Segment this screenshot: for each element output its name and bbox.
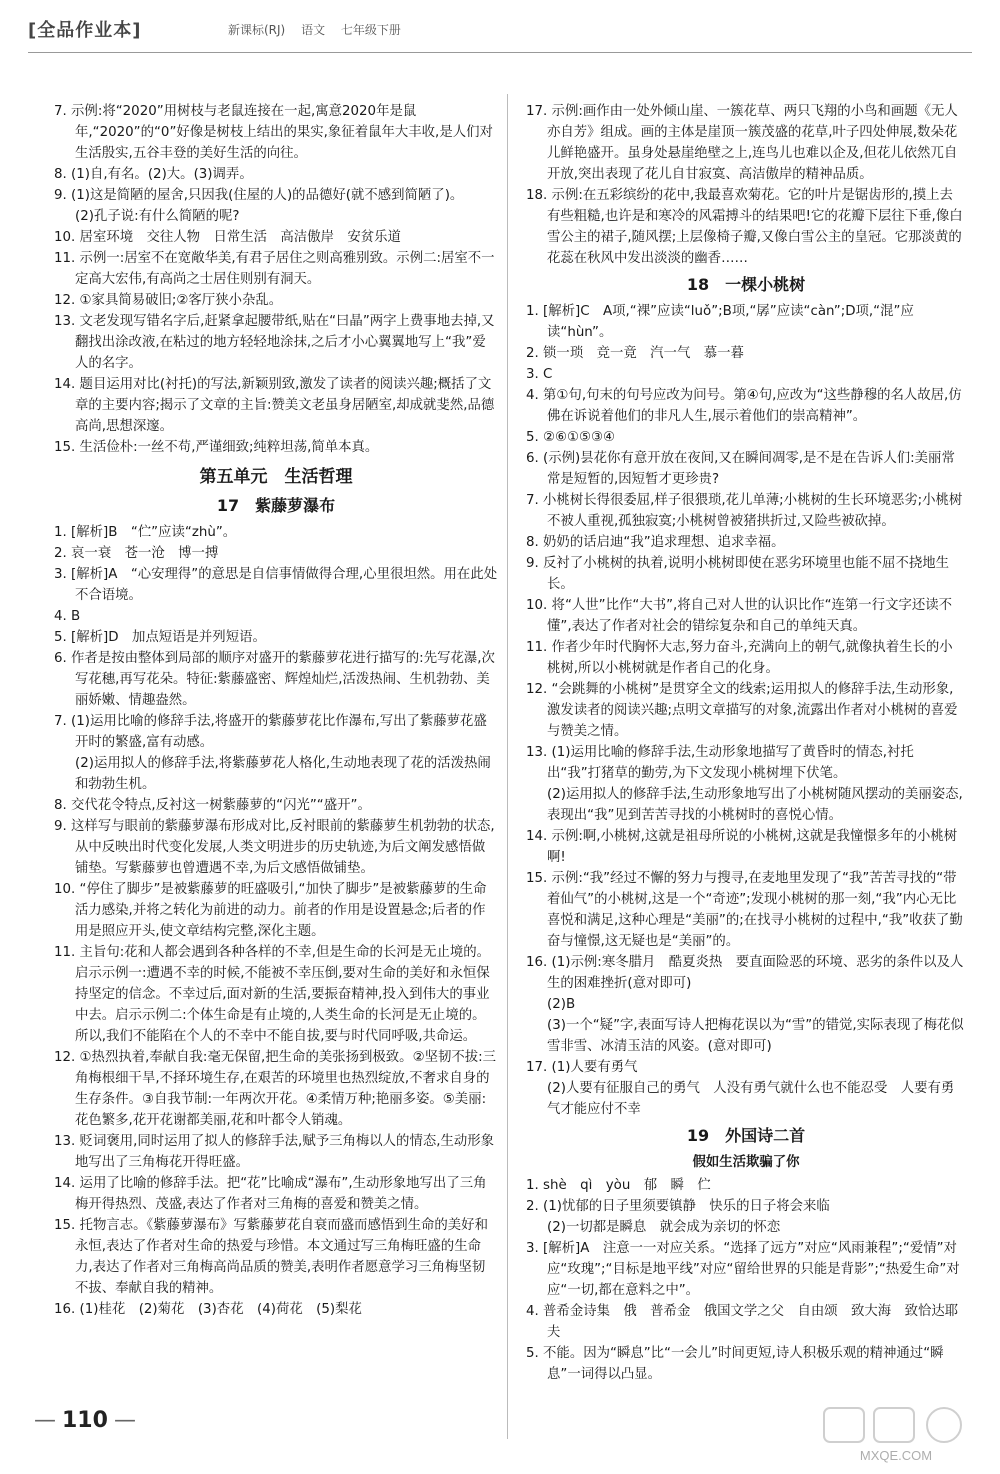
answer-item: 8. (1)自,有名。(2)大。(3)调弄。 [54, 167, 253, 182]
answer-item: 8. 奶奶的话启迪“我”追求理想、追求幸福。 [526, 535, 785, 550]
answer-item: 4. 第①句,句末的句号应改为问号。第④句,应改为“这些静穆的名人故居,仿佛在诉说着他们的非凡人生,展示着他们的崇高精神”。 [526, 388, 962, 424]
answer-item: 7. (1)运用比喻的修辞手法,将盛开的紫藤萝花比作瀑布,写出了紫藤萝花盛开时的繁盛,富有动感。 [54, 714, 487, 750]
answer-item: 2. 哀一衰 苍一沧 博一搏 [54, 546, 219, 561]
lesson-title: 18 一棵小桃树 [686, 275, 806, 294]
answer-item: 5. ②⑥①⑤③④ [526, 430, 616, 445]
answer-item: 6. 作者是按由整体到局部的顺序对盛开的紫藤萝花进行描写的:先写花瀑,次写花穗,再写花朵。特征:紫藤盛密、辉煌灿烂,活泼热闹、生机勃勃、美丽娇嫩、情趣盎然。 [54, 651, 495, 708]
column-divider [507, 94, 508, 1439]
answer-item: 11. 作者少年时代胸怀大志,努力奋斗,充满向上的朝气,就像执着生长的小桃树,所以小桃树就是作者自己的化身。 [526, 640, 953, 676]
answer-item: 13. 文老发现写错名字后,赶紧拿起腰带纸,贴在“曰晶”两字上费事地去掉,又翻找出涂改液,在粘过的地方轻轻地涂抹,之后才小心翼翼地写上“我”爱人的名字。 [54, 314, 495, 371]
answer-item: 1. [解析]B “伫”应读“zhù”。 [54, 525, 237, 540]
answer-item: 9. (1)这是简陋的屋舍,只因我(住屋的人)的品德好(就不感到简陋了)。 [54, 188, 464, 203]
answer-item: 3. [解析]A 注意一一对应关系。“选择了远方”对应“风雨兼程”;“爱情”对应“玫瑰”;“目标是地平线”对应“留给世界的只能是背影”;“热爱生命”对应“一切,都在意料之中”。 [526, 1241, 960, 1298]
answer-item: 9. 反衬了小桃树的执着,说明小桃树即使在恶劣环境里也能不屈不挠地生长。 [526, 556, 950, 592]
header-meta [228, 21, 413, 38]
subject-label: 语文 [301, 23, 326, 37]
answer-item: 15. 托物言志。《紫藤萝瀑布》写紫藤萝花自衰而盛而感悟到生命的美好和永恒,表达了作者对生命的热爱与珍惜。本文通过写三角梅旺盛的生命力,表达了作者对三角梅高尚品质的赞美,表明作者愿意学习三角梅坚韧不拔、奉献自我的精神。 [54, 1218, 488, 1296]
lesson-title: 19 外国诗二首 [686, 1126, 806, 1145]
answer-item: 15. 生活俭朴:一丝不苟,严谨细致;纯粹坦荡,简单本真。 [54, 440, 379, 455]
answer-item: 12. ①热烈执着,奉献自我:毫无保留,把生命的美张扬到极致。②坚韧不拔:三角梅根细干旱,不择环境生存,在艰苦的环境里也热烈绽放,不奢求自身的生存条件。③自我节制:一年两次开花。④柔情万种;艳丽多姿。⑤美丽:花色繁多,花开花谢都美丽,花和叶都令人销魂。 [54, 1050, 497, 1128]
answer-item: 13. (1)运用比喻的修辞手法,生动形象地描写了黄昏时的情态,衬托出“我”打猪草的勤劳,为下文发现小桃树埋下伏笔。 [526, 745, 914, 781]
page-number: 110 [62, 1408, 108, 1433]
answer-item: 10. 将“人世”比作“大书”,将自己对人世的认识比作“连第一行文字还读不懂”,表达了作者对社会的错综复杂和自己的单纯天真。 [526, 598, 953, 634]
answer-subitem: (2)B [547, 997, 576, 1012]
answer-item: 6. (示例)昙花你有意开放在夜间,又在瞬间凋零,是不是在告诉人们:美丽常常是短暂的,因短暂才更珍贵? [526, 451, 955, 487]
answer-item: 4. 普希金诗集 俄 普希金 俄国文学之父 自由颂 致大海 致恰达耶夫 [526, 1304, 959, 1340]
answer-subitem: (2)一切都是瞬息 就会成为亲切的怀恋 [547, 1220, 781, 1235]
poem-title: 假如生活欺骗了你 [692, 1155, 800, 1170]
answer-item: 17. (1)人要有勇气 [526, 1060, 638, 1075]
answer-item: 14. 运用了比喻的修辞手法。把“花”比喻成“瀑布”,生动形象地写出了三角梅开得热烈、茂盛,表达了作者对三角梅的喜爱和赞美之情。 [54, 1176, 487, 1212]
answer-item: 13. 贬词褒用,同时运用了拟人的修辞手法,赋予三角梅以人的情态,生动形象地写出了三角梅花开得旺盛。 [54, 1134, 495, 1170]
answer-item: 10. 居室环境 交往人物 日常生活 高洁傲岸 安贫乐道 [54, 230, 401, 245]
answer-item: 3. C [526, 367, 553, 382]
answer-subitem: (2)运用拟人的修辞手法,生动形象地写出了小桃树随风摆动的美丽姿态,表现出“我”见到苦苦寻找的小桃树时的喜悦心情。 [547, 787, 963, 823]
answer-item: 5. [解析]D 加点短语是并列短语。 [54, 630, 266, 645]
edition-label: 新课标(RJ) [228, 23, 286, 37]
answer-item: 16. (1)桂花 (2)菊花 (3)杏花 (4)荷花 (5)梨花 [54, 1302, 362, 1317]
answer-item: 8. 交代花令特点,反衬这一树紫藤萝的“闪光”“盛开”。 [54, 798, 371, 813]
right-column [526, 101, 966, 1385]
answer-item: 5. 不能。因为“瞬息”比“一会儿”时间更短,诗人积极乐观的精神通过“瞬息”一词得以凸显。 [526, 1346, 944, 1382]
brand-label: [全品作业本] [28, 20, 142, 41]
answer-item: 18. 示例:在五彩缤纷的花中,我最喜欢菊花。它的叶片是锯齿形的,摸上去有些粗糙,也许是和寒冷的风霜搏斗的结果吧!它的花瓣下层往下垂,像白雪公主的裙子,随风摆;上层像椅子瓣,又像白雪公主的皇冠。它那淡黄的花蕊在秋风中发出淡淡的幽香…… [526, 188, 963, 266]
answer-item: 14. 示例:啊,小桃树,这就是祖母所说的小桃树,这就是我憧憬多年的小桃树啊! [526, 829, 958, 865]
answer-item: 1. [解析]C A项,“裸”应读“luǒ”;B项,“孱”应读“càn”;D项,“混”应读“hùn”。 [526, 304, 914, 340]
answer-subitem: (3)一个“疑”字,表面写诗人把梅花误以为“雪”的错觉,实际表现了梅花似雪非雪、冰清玉洁的风姿。(意对即可) [547, 1018, 964, 1054]
answer-item: 11. 主旨句:花和人都会遇到各种各样的不幸,但是生命的长河是无止境的。启示示例一:遭遇不幸的时候,不能被不幸压倒,要对生命的美好和永恒保持坚定的信念。不幸过后,面对新的生活,要振奋精神,投入到伟大的事业中去。启示示例二:个体生命是有止境的,人类生命的长河是无止境的。所以,我们不能陷在个人的不幸中不能自拔,要与时代同呼吸,共命运。 [54, 945, 491, 1044]
answer-item: 16. (1)示例:寒冬腊月 酷夏炎热 要直面险恶的环境、恶劣的条件以及人生的困难挫折(意对即可) [526, 955, 964, 991]
answer-item: 10. “停住了脚步”是被紫藤萝的旺盛吸引,“加快了脚步”是被紫藤萝的生命活力感染,并将之转化为前进的动力。前者的作用是设置悬念;后者的作用是照应开头,使文章结构完整,深化主题。 [54, 882, 487, 939]
unit-title: 第五单元 生活哲理 [199, 467, 353, 487]
answer-subitem: (2)人要有征服自己的勇气 人没有勇气就什么也不能忍受 人要有勇气才能应付不幸 [547, 1081, 955, 1117]
answer-item: 1. shè qì yòu 郁 瞬 伫 [526, 1178, 711, 1193]
answer-item: 2. (1)忧郁的日子里须要镇静 快乐的日子将会来临 [526, 1199, 830, 1214]
lesson-title: 17 紫藤萝瀑布 [216, 496, 336, 515]
header-rule [28, 52, 972, 53]
answer-item: 7. 示例:将“2020”用树枝与老鼠连接在一起,寓意2020年是鼠年,“2020”的“0”好像是树枝上结出的果实,象征着鼠年大丰收,是人们对生活殷实,五谷丰登的美好生活的向往。 [54, 104, 493, 161]
answer-item: 11. 示例一:居室不在宽敞华美,有君子居住之则高雅别致。示例二:居室不一定高大宏伟,有高尚之士居住则别有洞天。 [54, 251, 495, 287]
answer-item: 9. 这样写与眼前的紫藤萝瀑布形成对比,反衬眼前的紫藤萝生机勃勃的状态,从中反映出时代变化发展,人类文明进步的历史轨迹,为后文阐发感悟做铺垫。写紫藤萝也曾遭遇不幸,为后文感悟做铺垫。 [54, 819, 495, 876]
answer-item: 7. 小桃树长得很委屈,样子很猥琐,花儿单薄;小桃树的生长环境恶劣;小桃树不被人重视,孤独寂寞;小桃树曾被猪拱折过,又险些被砍掉。 [526, 493, 963, 529]
grade-label: 七年级下册 [340, 23, 401, 37]
page-header [28, 10, 972, 52]
answer-item: 12. “会跳舞的小桃树”是贯穿全文的线索;运用拟人的修辞手法,生动形象,激发读者的阅读兴趣;点明文章描写的对象,流露出作者对小桃树的喜爱与赞美之情。 [526, 682, 958, 739]
answer-subitem: (2)运用拟人的修辞手法,将紫藤萝花人格化,生动地表现了花的活泼热闹和勃勃生机。 [75, 756, 491, 792]
answer-item: 4. B [54, 609, 81, 624]
page-footer: — 110 — [34, 1408, 136, 1433]
answer-item: 15. 示例:“我”经过不懈的努力与搜寻,在麦地里发现了“我”苦苦寻找的“带着仙气”的小桃树,这是一个“奇迹”;发现小桃树的那一刻,“我”内心无比喜悦和满足,这种心理是“美丽”的;在找寻小桃树的过程中,“我”收获了勤奋与憧憬,这无疑也是“美丽”的。 [526, 871, 963, 949]
answer-item: 17. 示例:画作由一处外倾山崖、一簇花草、两只飞翔的小鸟和画题《无人亦自芳》组成。画的主体是崖顶一簇茂盛的花草,叶子四处伸展,数朵花儿鲜艳盛开。虽身处悬崖绝壁之上,连鸟儿也难以企及,但花儿依然兀自开放,突出表现了花儿自甘寂寞、高洁傲岸的精神品质。 [526, 104, 958, 182]
watermark-url: MXQE.COM [859, 1448, 933, 1463]
answer-item: 12. ①家具简易破旧;②客厅狭小杂乱。 [54, 293, 283, 308]
answer-subitem: (2)孔子说:有什么简陋的呢? [75, 209, 240, 224]
answer-item: 14. 题目运用对比(衬托)的写法,新颖别致,激发了读者的阅读兴趣;概括了文章的主要内容;揭示了文章的主旨:赞美文老虽身居陋室,却成就斐然,品德高尚,思想深邃。 [54, 377, 495, 434]
answer-item: 2. 锁一琐 竞一竟 汽一气 慕一暮 [526, 346, 744, 361]
watermark-logo [816, 1404, 976, 1466]
answer-item: 3. [解析]A “心安理得”的意思是自信事情做得合理,心里很坦然。用在此处不合语境。 [54, 567, 498, 603]
left-column [54, 101, 498, 1320]
